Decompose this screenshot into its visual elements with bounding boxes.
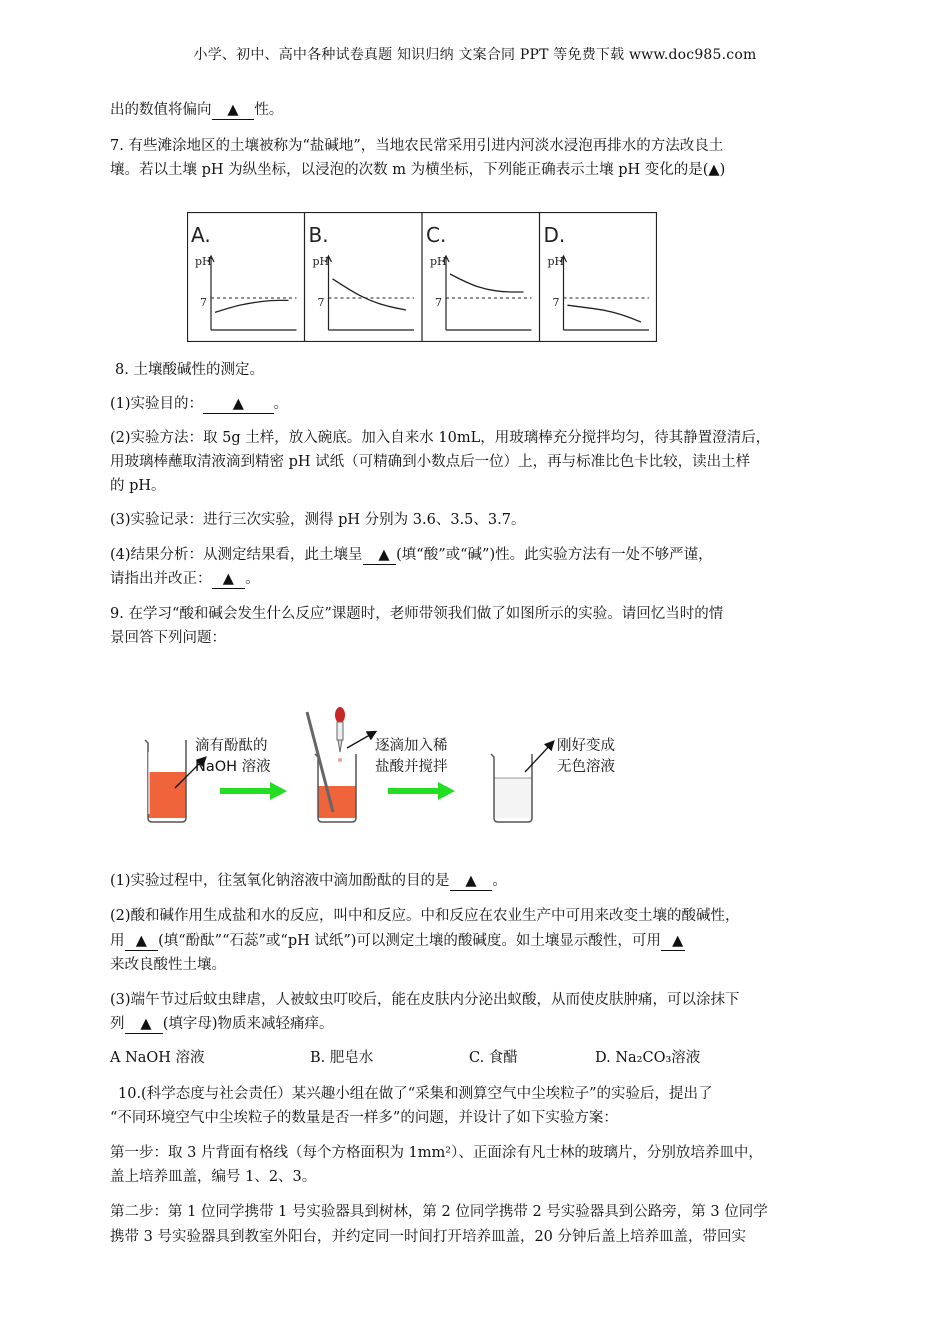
beaker-naoh-icon: [145, 740, 186, 822]
option-a[interactable]: A NaOH 溶液: [110, 1050, 205, 1066]
dropper-bulb-icon: [335, 707, 345, 723]
q7-line2: 壤。若以土壤 pH 为纵坐标，以浸泡的次数 m 为横坐标，下列能正确表示土壤 pH 变化的是(▲): [110, 162, 726, 178]
option-b[interactable]: B. 肥皂水: [310, 1050, 374, 1066]
neutralization-experiment-figure: [135, 700, 645, 830]
beaker-liquid: [148, 772, 186, 818]
label-add-acid-2: 盐酸并搅拌: [375, 759, 448, 775]
reference-label: 7: [435, 296, 442, 309]
panel-label: A.: [191, 223, 211, 247]
label-phenolphthalein-naoh-1: 滴有酚酞的: [195, 738, 268, 754]
q6-line: 出的数值将偏向 ▲ 性。: [110, 102, 284, 118]
answer-blank[interactable]: ▲: [203, 395, 273, 414]
reference-label: 7: [317, 296, 325, 309]
q9-line2: 景回答下列问题：: [110, 630, 226, 646]
q9-s3-line1: (3)端午节过后蚊虫肆虐，人被蚊虫叮咬后，能在皮肤内分泌出蚁酸，从而使皮肤肿痛，可以涂抹下: [110, 992, 740, 1008]
answer-blank[interactable]: ▲: [125, 1015, 163, 1034]
q10-step2-line1: 第二步：第 1 位同学携带 1 号实验器具到树林，第 2 位同学携带 2 号实验器具到公路旁，第 3 位同学: [110, 1204, 768, 1220]
q10-step1-line2: 盖上培养皿盖，编号 1、2、3。: [110, 1169, 317, 1185]
label-colorless-2: 无色溶液: [557, 759, 615, 775]
answer-blank[interactable]: ▲: [450, 872, 493, 891]
option-d[interactable]: D. Na₂CO₃溶液: [595, 1050, 701, 1066]
panel-label: B.: [308, 223, 329, 247]
reference-label: 7: [552, 296, 560, 309]
q8-s1: (1)实验目的： ▲ 。: [110, 396, 289, 412]
label-colorless-1: 刚好变成: [557, 738, 615, 754]
page-header: 小学、初中、高中各种试卷真题 知识归纳 文案合同 PPT 等免费下载 www.doc985.com: [193, 47, 757, 63]
answer-blank[interactable]: ▲: [125, 932, 159, 951]
label-phenolphthalein-naoh-2: NaOH 溶液: [195, 759, 271, 775]
y-axis-label: pH: [430, 255, 447, 268]
q9-s1: (1)实验过程中，往氢氧化钠溶液中滴加酚酞的目的是 ▲ 。: [110, 873, 507, 889]
answer-blank[interactable]: ▲: [212, 570, 246, 589]
q10-line2: “不同环境空气中尘埃粒子的数量是否一样多”的问题，并设计了如下实验方案：: [110, 1110, 618, 1126]
q8-s4-line1: (4)结果分析：从测定结果看，此土壤呈 ▲ (填“酸”或“碱”)性。此实验方法有一处不够严谨，: [110, 547, 713, 563]
panel-label: D.: [543, 223, 566, 247]
label-add-acid-1: 逐滴加入稀: [375, 738, 448, 754]
q8-s2-line1: (2)实验方法：取 5g 土样，放入碗底。加入自来水 10mL，用玻璃棒充分搅拌均匀，待其静置澄清后，: [110, 430, 771, 446]
q8-s4-line2: 请指出并改正： ▲ 。: [110, 571, 260, 587]
q10-line1: 10.(科学态度与社会责任）某兴趣小组在做了“采集和测算空气中尘埃粒子”的实验后，提出了: [118, 1086, 713, 1102]
q10-step1-line1: 第一步：取 3 片背面有格线（每个方格面积为 1mm²）、正面涂有凡士林的玻璃片，分别放培养皿中，: [110, 1145, 763, 1161]
q9-s2-line3: 来改良酸性土壤。: [110, 957, 226, 973]
q9-s2-line2: 用 ▲ (填“酚酞”“石蕊”或“pH 试纸”)可以测定土壤的酸碱度。如土壤显示酸性，可用 ▲: [110, 933, 684, 949]
y-axis-label: pH: [547, 255, 565, 268]
q7-line1: 7. 有些滩涂地区的土壤被称为“盐碱地”，当地农民常采用引进内河淡水浸泡再排水的方法改良土: [110, 138, 724, 154]
reference-label: 7: [200, 296, 207, 309]
q8-title: 8. 土壤酸碱性的测定。: [115, 362, 264, 378]
q8-s2-line2: 用玻璃棒蘸取清液滴到精密 pH 试纸（可精确到小数点后一位）上，再与标准比色卡比较，读出土样: [110, 454, 751, 470]
answer-blank[interactable]: ▲: [661, 932, 685, 951]
q9-s3-line2: 列 ▲ (填字母)物质来减轻痛痒。: [110, 1016, 334, 1032]
beaker-colorless-icon: [491, 754, 532, 822]
q8-s2-line3: 的 pH。: [110, 478, 166, 494]
beaker-titration-icon: [307, 707, 356, 822]
green-arrow-icon: [388, 782, 455, 800]
q9-s2-line1: (2)酸和碱作用生成盐和水的反应，叫中和反应。中和反应在农业生产中可用来改变土壤的酸碱性，: [110, 908, 740, 924]
y-axis-label: pH: [312, 255, 330, 268]
q9-line1: 9. 在学习“酸和碱会发生什么反应”课题时，老师带领我们做了如图所示的实验。请回忆当时的情: [110, 606, 724, 622]
q8-s3: (3)实验记录：进行三次实验，测得 pH 分别为 3.6、3.5、3.7。: [110, 512, 526, 528]
green-arrow-icon: [220, 782, 287, 800]
answer-blank[interactable]: ▲: [212, 101, 255, 120]
option-c[interactable]: C. 食醋: [469, 1050, 518, 1066]
q10-step2-line2: 携带 3 号实验器具到教室外阳台，并约定同一时间打开培养皿盖，20 分钟后盖上培养皿盖，带回实: [110, 1229, 746, 1245]
answer-blank[interactable]: ▲: [363, 546, 397, 565]
ph-charts-figure: [187, 212, 657, 342]
panel-label: C.: [426, 223, 447, 247]
y-axis-label: pH: [195, 255, 212, 268]
